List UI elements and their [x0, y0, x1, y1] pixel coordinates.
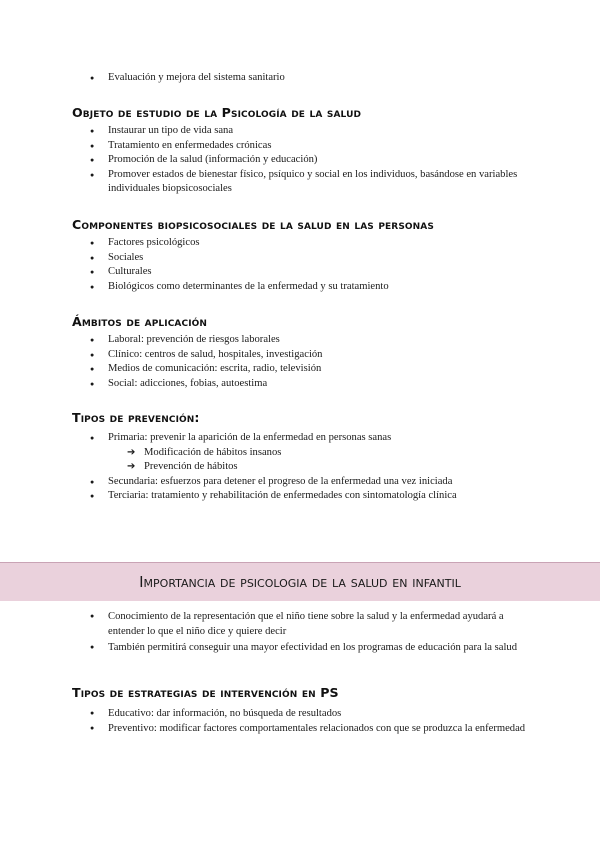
componentes-list-block: [0, 236, 600, 294]
list-item: ● Factores psicológicos: [0, 236, 600, 251]
importancia-list-block: [0, 609, 600, 655]
list-item-terciaria: ● Terciaria: tratamiento y rehabilitación de enfermedades con sintomatología clínica: [0, 489, 600, 504]
section-banner: [0, 562, 600, 601]
sub-list-item: [0, 446, 600, 461]
list-item: ● Conocimiento de la representación que el niño tiene sobre la salud y la enfermedad ayudará a entender lo que el niño dice y quiere decir: [0, 609, 600, 640]
intro-list: [0, 71, 600, 86]
componentes-list: [0, 236, 600, 294]
prevencion-list: [0, 431, 600, 504]
sub-list-item: [0, 460, 600, 475]
section-heading-estrategias: Tipos de estrategias de intervención en PS: [72, 685, 339, 700]
list-item: ● Social: adicciones, fobias, autoestima: [0, 377, 600, 392]
list-item: ● Tratamiento en enfermedades crónicas: [0, 139, 600, 154]
arrow-icon: ➔: [127, 446, 136, 458]
list-item: ● También permitirá conseguir una mayor efectividad en los programas de educación para la salud: [0, 640, 600, 655]
list-item-primaria: ● Primaria: prevenir la aparición de la enfermedad en personas sanas: [0, 431, 600, 446]
list-item: ● Educativo: dar información, no búsqueda de resultados: [0, 706, 600, 721]
estrategias-list-block: [0, 706, 600, 736]
list-item: ● Medios de comunicación: escrita, radio, televisión: [0, 362, 600, 377]
ambitos-list: [0, 333, 600, 391]
section-heading-prevencion: Tipos de prevención:: [72, 410, 200, 425]
list-item: ● Sociales: [0, 251, 600, 266]
importancia-list: [0, 609, 600, 655]
sub-item-text: Modificación de hábitos insanos: [144, 446, 282, 458]
banner-title: Importancia de psicologia de la salud en infantil: [139, 573, 461, 591]
ambitos-list-block: [0, 333, 600, 391]
objeto-list: [0, 124, 600, 197]
list-item: ● Preventivo: modificar factores comportamentales relacionados con que se produzca la enfermedad: [0, 721, 600, 736]
list-item: ● Instaurar un tipo de vida sana: [0, 124, 600, 139]
arrow-icon: ➔: [127, 461, 136, 473]
list-item: ● Biológicos como determinantes de la enfermedad y su tratamiento: [0, 280, 600, 295]
list-item: ● Evaluación y mejora del sistema sanitario: [0, 71, 600, 86]
prevencion-list-block: [0, 431, 600, 504]
list-item: ● Promover estados de bienestar físico, psíquico y social en los individuos, basándose en variables individuales biopsicosociales: [0, 168, 600, 197]
intro-list-block: [0, 71, 600, 86]
list-item: ● Clínico: centros de salud, hospitales, investigación: [0, 348, 600, 363]
estrategias-list: [0, 706, 600, 736]
list-item: ● Culturales: [0, 265, 600, 280]
list-item: ● Laboral: prevención de riesgos laborales: [0, 333, 600, 348]
list-item-secundaria: ● Secundaria: esfuerzos para detener el progreso de la enfermedad una vez iniciada: [0, 475, 600, 490]
list-item: ● Promoción de la salud (información y educación): [0, 153, 600, 168]
objeto-list-block: [0, 124, 600, 197]
section-heading-ambitos: Ámbitos de aplicación: [72, 314, 208, 329]
section-heading-componentes: Componentes biopsicosociales de la salud en las personas: [72, 217, 434, 232]
section-heading-objeto: Objeto de estudio de la Psicología de la salud: [72, 105, 362, 120]
sub-item-text: Prevención de hábitos: [144, 461, 238, 473]
